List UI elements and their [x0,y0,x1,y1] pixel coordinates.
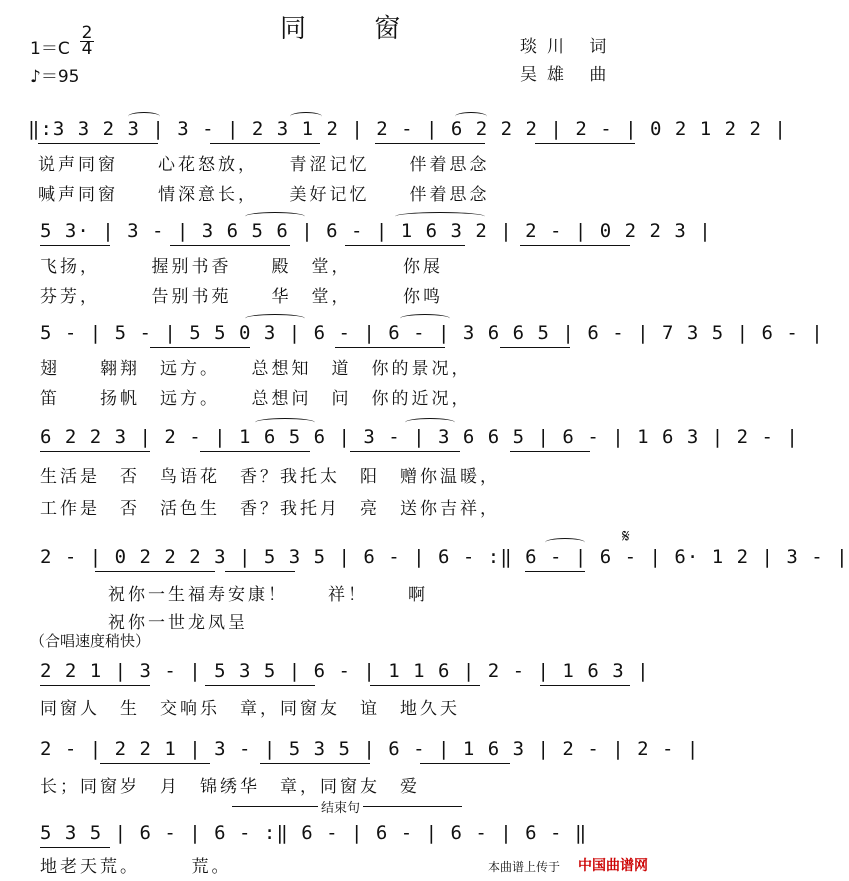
beam-line [200,451,310,452]
lyric-verse-1: 长；同窗岁 月 锦绣华 章，同窗友 爱 [40,777,420,797]
beam-line [170,245,290,246]
beam-line [535,143,635,144]
notation-line-7: 2 - | 2 2 1 | 3 - | 5 3 5 | 6 - | 1 6 3 | 2 - | 2 - | [40,738,700,760]
tie-arc [255,418,315,427]
upload-note: 本曲谱上传于 [488,860,561,874]
beam-line [225,571,295,572]
lyric-verse-1: 祝你一生福寿安康！ 祥！ 啊 [108,585,428,605]
tie-arc [128,112,160,121]
beam-line [540,685,630,686]
lyric-verse-2: 工作是 否 活色生 香？我托月 亮 送你吉祥， [40,499,500,519]
notation-line-6: 2 2 1 | 3 - | 5 3 5 | 6 - | 1 1 6 | 2 - | 1 6 3 | [40,660,650,682]
tempo-direction: （合唱速度稍快） [30,632,151,650]
beam-line [260,763,370,764]
lyric-verse-1: 说声同窗 心花怒放， 青涩记忆 伴着思念 [38,155,490,175]
lyric-verse-1: 同窗人 生 交响乐 章，同窗友 谊 地久天 [40,699,460,719]
notation-line-2: 5 3· | 3 - | 3 6 5 6 | 6 - | 1 6 3 2 | 2 - | 0 2 2 3 | [40,220,712,242]
tie-arc [545,538,585,547]
notation-line-8: 5 3 5 | 6 - | 6 - :‖ 6 - | 6 - | 6 - | 6 - ‖ [40,822,588,844]
tie-arc [455,112,487,121]
lyric-verse-2: 芬芳， 告别书苑 华 堂， 你鸣 [40,287,443,307]
beam-line [40,847,110,848]
time-signature [80,23,94,59]
tie-arc [400,314,450,323]
beam-line [210,143,320,144]
beam-line [525,571,585,572]
tie-arc [245,212,305,221]
time-signature-bottom: 4 [81,39,93,59]
tempo-marking: ♪＝95 [30,67,80,87]
tie-arc [290,112,322,121]
beam-line [40,245,110,246]
beam-line [95,571,215,572]
beam-line [205,685,315,686]
beam-line [375,143,485,144]
beam-line [40,685,150,686]
notation-line-3: 5 - | 5 - | 5 5 0 3 | 6 - | 6 - | 3 6 6 5 | 6 - | 7 3 5 | 6 - | [40,322,824,344]
lyric-verse-1: 飞扬， 握别书香 殿 堂， 你展 [40,257,443,277]
composer-credit: 吴雄 曲 [520,65,617,85]
beam-line [350,451,460,452]
site-logo-text[interactable]: 中国曲谱网 [578,858,648,874]
beam-line [38,143,158,144]
beam-line [420,763,510,764]
beam-line [100,763,210,764]
notation-line-1: ‖:3 3 2 3 | 3 - | 2 3 1 2 | 2 - | 6 2 2 2 | 2 - | 0 2 1 2 2 | [28,118,787,140]
lyric-verse-1: 生活是 否 鸟语花 香？我托太 阳 赠你温暖， [40,467,500,487]
tie-arc [395,212,485,221]
song-title: 同 窗 [280,14,431,44]
key-signature: 1＝C [30,39,70,59]
coda-label: 结束句 [318,797,363,816]
beam-line [40,451,150,452]
beam-line [335,347,445,348]
notation-line-4: 6 2 2 3 | 2 - | 1 6 5 6 | 3 - | 3 6 6 5 | 6 - | 1 6 3 | 2 - | [40,426,799,448]
segno-sign: 𝄋 [622,526,630,547]
tie-arc [405,418,455,427]
lyric-verse-2: 祝你一世龙凤呈 [108,613,248,633]
beam-line [500,347,570,348]
lyric-verse-1: 地老天荒。 荒。 [40,857,232,877]
lyric-verse-1: 翅 翱翔 远方。 总想知 道 你的景况， [40,359,472,379]
beam-line [370,685,480,686]
beam-line [345,245,465,246]
notation-line-5: 2 - | 0 2 2 2 3 | 5 3 5 | 6 - | 6 - :‖ 6 - | 6 - | 6· 1 2 | 3 - | [40,546,849,568]
beam-line [520,245,630,246]
beam-line [510,451,590,452]
lyricist-credit: 琰川 词 [520,37,617,57]
tie-arc [245,314,305,323]
beam-line [150,347,250,348]
lyric-verse-2: 笛 扬帆 远方。 总想问 问 你的近况， [40,389,472,409]
time-signature-top: 2 [81,23,93,43]
lyric-verse-2: 喊声同窗 情深意长， 美好记忆 伴着思念 [38,185,490,205]
